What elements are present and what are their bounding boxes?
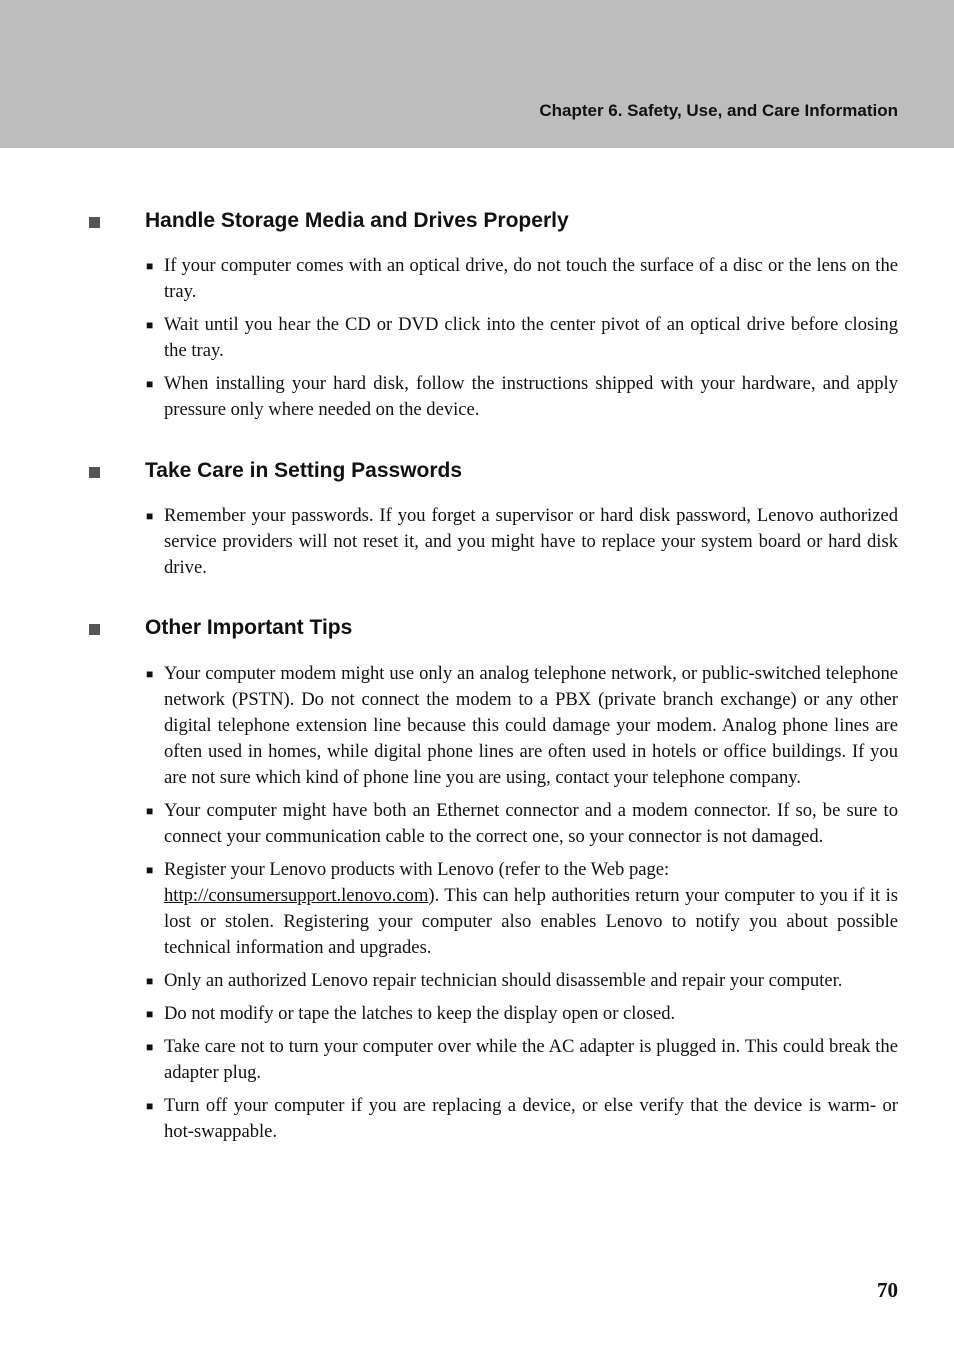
list-item: ■ Wait until you hear the CD or DVD click into the center pivot of an optical drive before closing the tray. <box>146 314 898 361</box>
bullet-icon: ■ <box>146 1099 154 1113</box>
bullet-list <box>0 661 954 1145</box>
section-title: Take Care in Setting Passwords <box>145 459 463 482</box>
section-other-tips <box>0 616 954 1152</box>
list-item: ■ If your computer comes with an optical drive, do not touch the surface of a disc or the lens on the tray. <box>146 255 898 302</box>
bullet-icon: ■ <box>146 863 154 877</box>
bullet-icon: ■ <box>146 509 154 523</box>
bullet-icon: ■ <box>146 259 154 273</box>
section-heading <box>0 616 954 646</box>
bullet-icon: ■ <box>146 1040 154 1054</box>
list-item: ■ Your computer modem might use only an analog telephone network, or public-switched telephone network (PSTN). Do not connect the modem to a PBX (private branch exchange) or any other digital telephone extension line because this could damage your modem. Analog phone lines are often used in homes, while digital phone lines are often used in hotels or office buildings. If you are not sure which kind of phone line you are using, contact your telephone company. <box>146 663 898 788</box>
square-bullet-icon <box>89 624 100 635</box>
section-storage-media <box>0 209 954 430</box>
list-item: ■ When installing your hard disk, follow the instructions shipped with your hardware, and apply pressure only where needed on the device. <box>146 373 898 420</box>
bullet-icon: ■ <box>146 974 154 988</box>
list-item: ■ Turn off your computer if you are replacing a device, or else verify that the device is warm- or hot-swappable. <box>146 1095 898 1142</box>
list-item: ■ Do not modify or tape the latches to keep the display open or closed. <box>164 1001 898 1027</box>
list-item: ■ Take care not to turn your computer over while the AC adapter is plugged in. This could break the adapter plug. <box>146 1036 898 1083</box>
section-passwords <box>0 459 954 588</box>
bullet-list <box>0 503 954 581</box>
section-title: Other Important Tips <box>145 616 353 639</box>
list-item: ■ Register your Lenovo products with Lenovo (refer to the Web page: http://consumersupport.lenovo.com). This can help authorities return your computer to you if it is lost or stolen. Registering your computer also enables Lenovo to notify you about possible technical information and upgrades. <box>146 859 898 958</box>
section-heading <box>0 209 954 239</box>
lenovo-support-link[interactable]: http://consumersupport.lenovo.com <box>164 885 429 906</box>
list-item: ■ Only an authorized Lenovo repair technician should disassemble and repair your computer. <box>164 968 898 994</box>
page-number: 70 <box>877 1278 898 1302</box>
bullet-icon: ■ <box>146 377 154 391</box>
bullet-icon: ■ <box>146 804 154 818</box>
page-header <box>0 0 954 148</box>
bullet-icon: ■ <box>146 667 154 681</box>
section-heading <box>0 459 954 489</box>
chapter-title: Chapter 6. Safety, Use, and Care Information <box>539 101 898 120</box>
list-item: ■ Your computer might have both an Ethernet connector and a modem connector. If so, be sure to connect your communication cable to the correct one, so your connector is not damaged. <box>146 800 898 847</box>
list-item: ■ Remember your passwords. If you forget a supervisor or hard disk password, Lenovo authorized service providers will not reset it, and you might have to replace your system board or hard disk drive. <box>146 505 898 578</box>
bullet-icon: ■ <box>146 1007 154 1021</box>
bullet-list <box>0 253 954 423</box>
square-bullet-icon <box>89 467 100 478</box>
section-title: Handle Storage Media and Drives Properly <box>145 209 569 232</box>
bullet-icon: ■ <box>146 318 154 332</box>
square-bullet-icon <box>89 217 100 228</box>
